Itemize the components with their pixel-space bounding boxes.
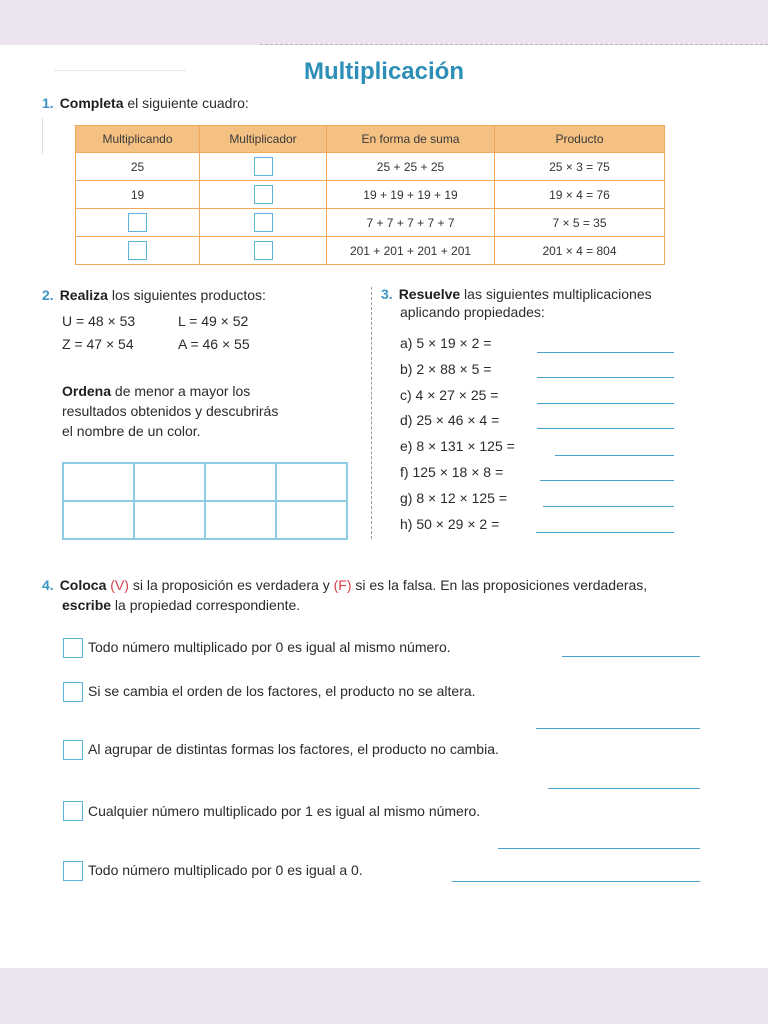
cell-multiplicador bbox=[200, 181, 327, 209]
header-producto: Producto bbox=[495, 126, 665, 153]
answer-box[interactable] bbox=[128, 241, 147, 260]
cell-multiplicador bbox=[200, 237, 327, 265]
table-header-row bbox=[76, 126, 665, 153]
grid-cell[interactable] bbox=[134, 501, 205, 539]
q3-line2: aplicando propiedades: bbox=[400, 304, 545, 320]
cell-multiplicando: 25 bbox=[76, 153, 200, 181]
q2-rest: los siguientes productos: bbox=[107, 287, 266, 303]
q2-instruction bbox=[42, 286, 266, 304]
cell-producto: 201 × 4 = 804 bbox=[495, 237, 665, 265]
q1-rest: el siguiente cuadro: bbox=[123, 95, 249, 111]
q3-item-g: g) 8 × 12 × 125 = bbox=[400, 490, 508, 506]
q4-v: (V) bbox=[106, 577, 129, 593]
grid-cell[interactable] bbox=[63, 501, 134, 539]
true-false-checkbox[interactable] bbox=[63, 801, 83, 821]
cell-multiplicando bbox=[76, 237, 200, 265]
proposition-5: Todo número multiplicado por 0 es igual a 0. bbox=[88, 862, 363, 878]
answer-box[interactable] bbox=[254, 213, 273, 232]
proposition-3: Al agrupar de distintas formas los factores, el producto no cambia. bbox=[88, 741, 499, 757]
ordena-bold: Ordena bbox=[62, 383, 112, 399]
table-row bbox=[76, 237, 665, 265]
q4-instruction bbox=[42, 575, 722, 615]
answer-line[interactable] bbox=[536, 532, 674, 533]
proposition-4: Cualquier número multiplicado por 1 es igual al mismo número. bbox=[88, 803, 481, 819]
answer-box[interactable] bbox=[254, 241, 273, 260]
q4-verb2: escribe bbox=[62, 597, 112, 613]
answer-line[interactable] bbox=[537, 403, 674, 404]
expr-z: Z = 47 × 54 bbox=[62, 336, 134, 352]
cell-multiplicando bbox=[76, 209, 200, 237]
true-false-checkbox[interactable] bbox=[63, 638, 83, 658]
answer-line[interactable] bbox=[543, 506, 674, 507]
q3-verb: Resuelve bbox=[398, 286, 461, 302]
cell-suma: 19 + 19 + 19 + 19 bbox=[327, 181, 495, 209]
answer-line[interactable] bbox=[548, 788, 700, 789]
q2-verb: Realiza bbox=[59, 287, 108, 303]
q3-instruction bbox=[381, 285, 721, 321]
q3-item-e: e) 8 × 131 × 125 = bbox=[400, 438, 515, 454]
q1-instruction bbox=[42, 94, 249, 112]
q1-number: 1. bbox=[42, 95, 54, 111]
bottom-band bbox=[0, 968, 768, 1024]
grid-cell[interactable] bbox=[63, 463, 134, 501]
page-title: Multiplicación bbox=[303, 58, 464, 85]
cell-producto: 19 × 4 = 76 bbox=[495, 181, 665, 209]
q4-line2: la propiedad correspondiente. bbox=[111, 597, 301, 613]
q4-verb: Coloca bbox=[59, 577, 107, 593]
q4-end: si es la falsa. En las proposiciones verdaderas, bbox=[351, 577, 648, 593]
q3-item-a: a) 5 × 19 × 2 = bbox=[400, 335, 492, 351]
q4-mid: si la proposición es verdadera y bbox=[128, 577, 330, 593]
answer-line[interactable] bbox=[562, 656, 700, 657]
color-answer-grid bbox=[62, 462, 348, 540]
q3-item-h: h) 50 × 29 × 2 = bbox=[400, 516, 500, 532]
ordena-line2: resultados obtenidos y descubrirás bbox=[62, 403, 279, 419]
grid-cell[interactable] bbox=[134, 463, 205, 501]
ordena-line3: el nombre de un color. bbox=[62, 423, 201, 439]
table-row bbox=[76, 209, 665, 237]
margin-tick bbox=[42, 118, 43, 154]
ordena-line1: de menor a mayor los bbox=[111, 383, 251, 399]
answer-line[interactable] bbox=[498, 848, 700, 849]
expr-a: A = 46 × 55 bbox=[178, 336, 250, 352]
header-suma: En forma de suma bbox=[327, 126, 495, 153]
answer-line[interactable] bbox=[540, 480, 674, 481]
q3-item-f: f) 125 × 18 × 8 = bbox=[400, 464, 504, 480]
header-multiplicando: Multiplicando bbox=[76, 126, 200, 153]
header-multiplicador: Multiplicador bbox=[200, 126, 327, 153]
grid-cell[interactable] bbox=[276, 463, 347, 501]
q4-f: (F) bbox=[329, 577, 352, 593]
cell-producto: 25 × 3 = 75 bbox=[495, 153, 665, 181]
cell-suma: 25 + 25 + 25 bbox=[327, 153, 495, 181]
true-false-checkbox[interactable] bbox=[63, 682, 83, 702]
answer-line[interactable] bbox=[537, 377, 674, 378]
q3-rest: las siguientes multiplicaciones bbox=[460, 286, 652, 302]
q2-number: 2. bbox=[42, 287, 54, 303]
grid-cell[interactable] bbox=[205, 501, 276, 539]
q1-verb: Completa bbox=[59, 95, 124, 111]
answer-line[interactable] bbox=[452, 881, 700, 882]
q2-ordena bbox=[62, 381, 332, 441]
grid-cell[interactable] bbox=[205, 463, 276, 501]
answer-line[interactable] bbox=[536, 728, 700, 729]
q4-number: 4. bbox=[42, 577, 54, 593]
multiplication-table bbox=[75, 125, 665, 265]
q3-number: 3. bbox=[381, 286, 393, 302]
q3-item-c: c) 4 × 27 × 25 = bbox=[400, 387, 499, 403]
answer-line[interactable] bbox=[555, 455, 674, 456]
answer-box[interactable] bbox=[254, 157, 273, 176]
top-band bbox=[0, 0, 768, 45]
answer-box[interactable] bbox=[128, 213, 147, 232]
expr-l: L = 49 × 52 bbox=[178, 313, 249, 329]
cell-producto: 7 × 5 = 35 bbox=[495, 209, 665, 237]
cell-multiplicador bbox=[200, 209, 327, 237]
table-row bbox=[76, 153, 665, 181]
true-false-checkbox[interactable] bbox=[63, 740, 83, 760]
expr-u: U = 48 × 53 bbox=[62, 313, 136, 329]
cell-suma: 201 + 201 + 201 + 201 bbox=[327, 237, 495, 265]
cell-multiplicando: 19 bbox=[76, 181, 200, 209]
q3-item-b: b) 2 × 88 × 5 = bbox=[400, 361, 492, 377]
proposition-1: Todo número multiplicado por 0 es igual al mismo número. bbox=[88, 639, 451, 655]
q3-item-d: d) 25 × 46 × 4 = bbox=[400, 412, 500, 428]
answer-line[interactable] bbox=[537, 352, 674, 353]
grid-cell[interactable] bbox=[276, 501, 347, 539]
cell-multiplicador bbox=[200, 153, 327, 181]
column-divider bbox=[371, 287, 372, 539]
true-false-checkbox[interactable] bbox=[63, 861, 83, 881]
table-row bbox=[76, 181, 665, 209]
cell-suma: 7 + 7 + 7 + 7 + 7 bbox=[327, 209, 495, 237]
proposition-2: Si se cambia el orden de los factores, el producto no se altera. bbox=[88, 683, 476, 699]
top-dashed-line bbox=[260, 44, 768, 45]
answer-line[interactable] bbox=[537, 428, 674, 429]
answer-box[interactable] bbox=[254, 185, 273, 204]
